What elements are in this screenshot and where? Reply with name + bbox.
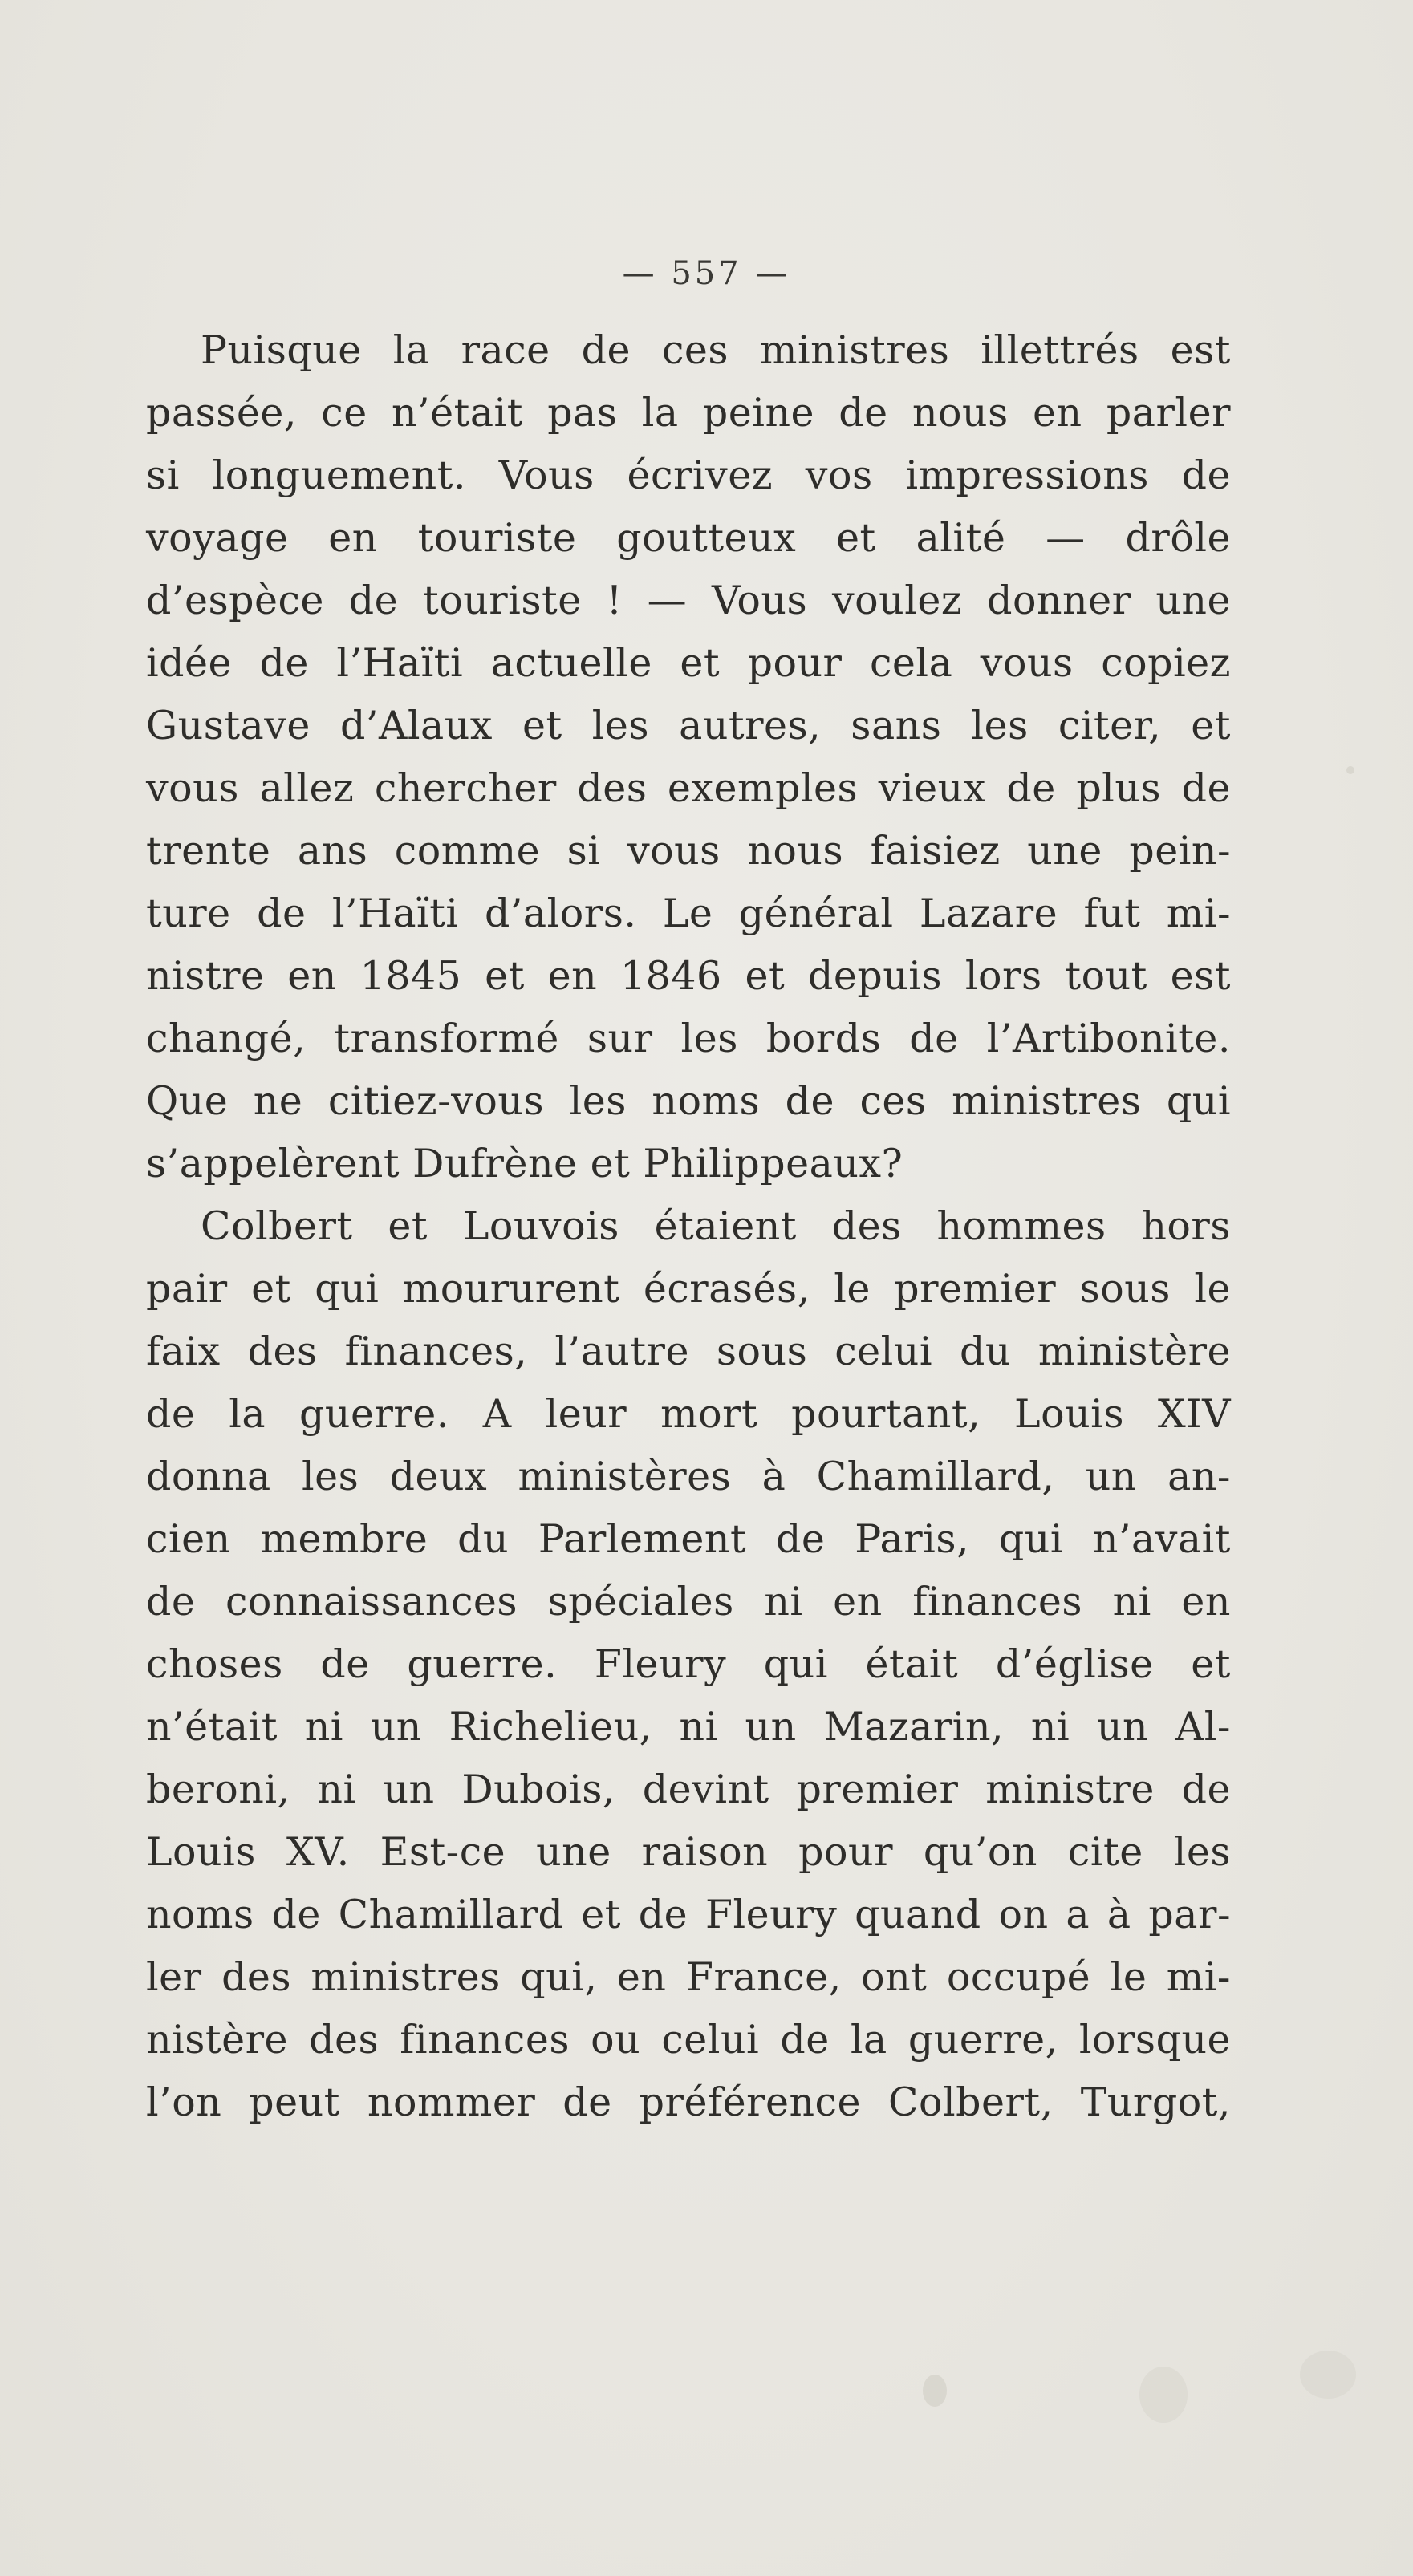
text-line: faix des finances, l’autre sous celui du ministère bbox=[146, 1329, 1231, 1374]
text-line: donna les deux ministères à Chamillard, un an- bbox=[146, 1454, 1231, 1499]
text-line: changé, transformé sur les bords de l’Artibonite. bbox=[146, 1016, 1231, 1061]
text-line: ture de l’Haïti d’alors. Le général Lazare fut mi- bbox=[146, 890, 1231, 936]
text-line: passée, ce n’était pas la peine de nous en parler bbox=[146, 390, 1231, 436]
text-line: choses de guerre. Fleury qui était d’église et bbox=[146, 1641, 1231, 1687]
text-line: voyage en touriste goutteux et alité — drôle bbox=[146, 515, 1231, 561]
text-line: Colbert et Louvois étaient des hommes hors bbox=[201, 1203, 1231, 1249]
text-line: s’appelèrent Dufrène et Philippeaux? bbox=[146, 1141, 903, 1187]
text-line: cien membre du Parlement de Paris, qui n’avait bbox=[146, 1516, 1231, 1562]
page-number: — 557 — bbox=[622, 255, 791, 292]
text-line: si longuement. Vous écrivez vos impressions de bbox=[146, 452, 1231, 498]
text-line: vous allez chercher des exemples vieux de plus de bbox=[146, 765, 1231, 811]
text-line: Que ne citiez-vous les noms de ces ministres qui bbox=[146, 1078, 1231, 1124]
text-line: idée de l’Haïti actuelle et pour cela vous copiez bbox=[146, 640, 1231, 686]
paper-stain bbox=[1300, 2351, 1356, 2399]
paper-stain bbox=[1346, 766, 1354, 774]
text-line: n’était ni un Richelieu, ni un Mazarin, ni un Al- bbox=[146, 1704, 1231, 1750]
text-line: de la guerre. A leur mort pourtant, Louis XIV bbox=[146, 1391, 1231, 1437]
text-line: nistère des finances ou celui de la guerre, lorsque bbox=[146, 2017, 1231, 2063]
text-line: d’espèce de touriste ! — Vous voulez donner une bbox=[146, 578, 1231, 623]
text-line: Louis XV. Est-ce une raison pour qu’on cite les bbox=[146, 1829, 1231, 1875]
text-line: pair et qui moururent écrasés, le premier sous le bbox=[146, 1266, 1231, 1312]
text-line: ler des ministres qui, en France, ont occupé le mi- bbox=[146, 1954, 1231, 2000]
text-line: beroni, ni un Dubois, devint premier ministre de bbox=[146, 1767, 1231, 1812]
text-line: noms de Chamillard et de Fleury quand on a à par- bbox=[146, 1892, 1231, 1937]
text-line: Gustave d’Alaux et les autres, sans les citer, et bbox=[146, 703, 1231, 748]
paper-stain bbox=[1139, 2367, 1188, 2423]
text-line: de connaissances spéciales ni en finances ni en bbox=[146, 1579, 1231, 1625]
text-line: trente ans comme si vous nous faisiez une pein- bbox=[146, 828, 1231, 874]
text-line: nistre en 1845 et en 1846 et depuis lors tout est bbox=[146, 953, 1231, 999]
text-line: Puisque la race de ces ministres illettrés est bbox=[201, 327, 1231, 373]
paper-stain bbox=[923, 2375, 947, 2407]
text-line: l’on peut nommer de préférence Colbert, Turgot, bbox=[146, 2079, 1231, 2125]
body-text bbox=[146, 319, 1231, 2134]
